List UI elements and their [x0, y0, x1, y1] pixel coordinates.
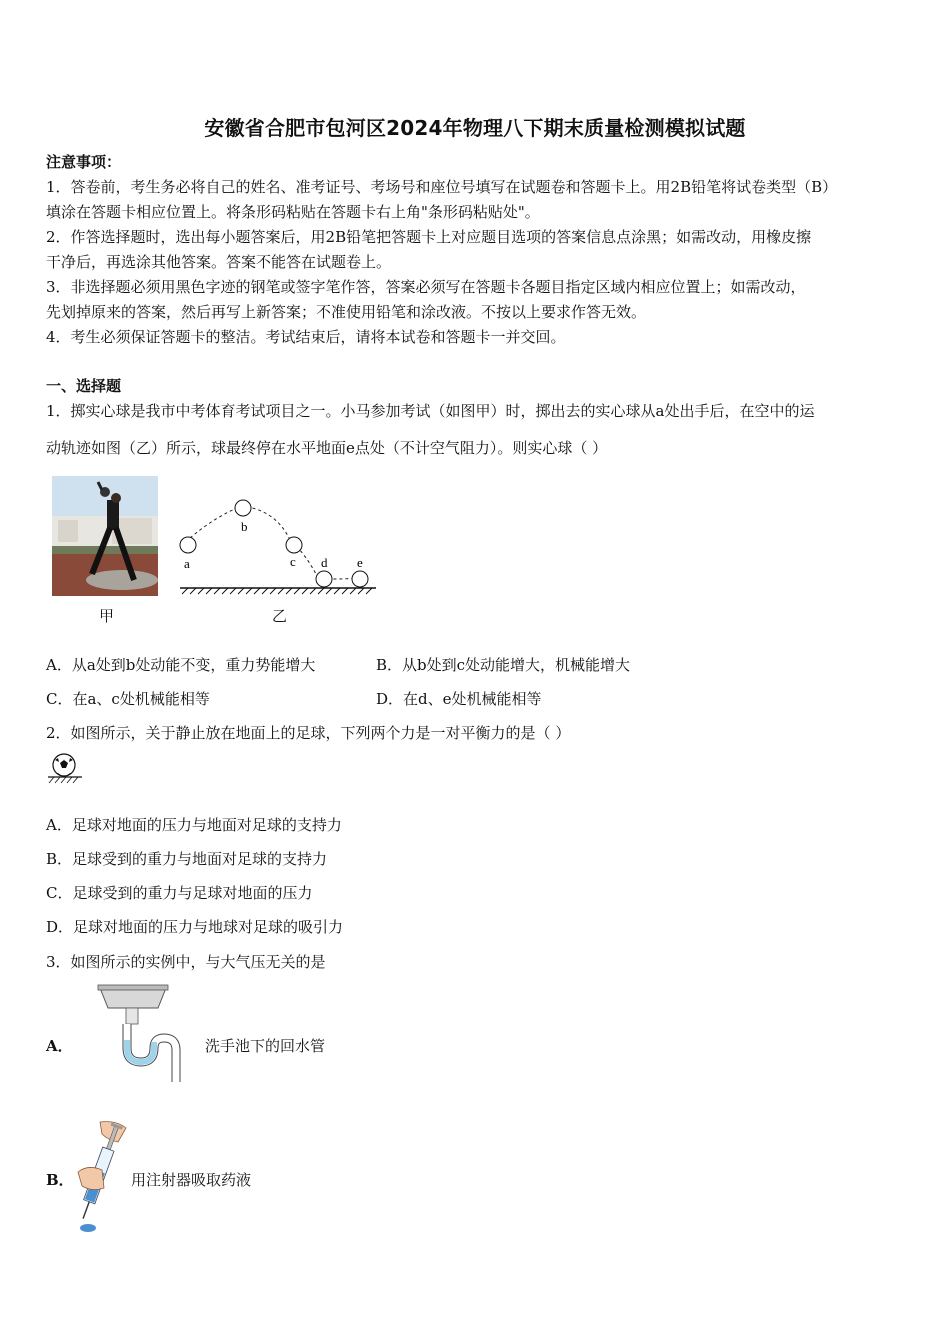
label-e: e — [357, 555, 363, 570]
notes-item: 2．作答选择题时，选出每小题答案后，用2B铅笔把答题卡上对应题目选项的答案信息点涂黑；如需改动，用橡皮擦 — [46, 228, 812, 246]
q3-option-a-text: 洗手池下的回水管 — [205, 1037, 326, 1055]
q1-option-a: A．从a处到b处动能不变，重力势能增大 — [46, 656, 316, 674]
shot-put-photo — [52, 476, 158, 596]
trajectory-diagram — [176, 496, 380, 600]
q3-stem: 3．如图所示的实例中，与大气压无关的是 — [46, 953, 326, 971]
q2-option-d: D．足球对地面的压力与地球对足球的吸引力 — [46, 918, 344, 936]
fig-yi-caption: 乙 — [272, 607, 288, 625]
fig-jia-caption: 甲 — [99, 607, 115, 625]
notes-item: 填涂在答题卡相应位置上。将条形码粘贴在答题卡右上角"条形码粘贴处"。 — [46, 203, 540, 221]
notes-heading: 注意事项： — [46, 153, 122, 171]
page-title: 安徽省合肥市包河区2024年物理八下期末质量检测模拟试题 — [204, 116, 746, 140]
soccer-ball-figure — [46, 752, 84, 786]
notes-item: 干净后，再选涂其他答案。答案不能答在试题卷上。 — [46, 253, 392, 271]
label-a: a — [184, 556, 190, 571]
notes-item: 先划掉原来的答案，然后再写上新答案；不准使用铅笔和涂改液。不按以上要求作答无效。 — [46, 303, 647, 321]
notes-item: 3．非选择题必须用黑色字迹的钢笔或签字笔作答，答案必须写在答题卡各题目指定区域内相应位置上；如需改动， — [46, 278, 806, 296]
q1-option-b: B．从b处到c处动能增大，机械能增大 — [376, 656, 631, 674]
notes-item: 4．考生必须保证答题卡的整洁。考试结束后，请将本试卷和答题卡一并交回。 — [46, 328, 566, 346]
ball-c — [286, 537, 302, 553]
label-d: d — [321, 555, 328, 570]
sink-drain-figure — [96, 982, 184, 1084]
ball-a — [180, 537, 196, 553]
q1-stem-line2: 动轨迹如图（乙）所示，球最终停在水平地面e点处（不计空气阻力）。则实心球（ ） — [46, 439, 608, 457]
ball-d — [316, 571, 332, 587]
ball-e — [352, 571, 368, 587]
q3-option-b-text: 用注射器吸取药液 — [131, 1171, 252, 1189]
q3-option-a-label: A． — [46, 1037, 73, 1055]
syringe-figure — [70, 1118, 130, 1236]
q1-option-d: D．在d、e处机械能相等 — [376, 690, 542, 708]
label-b: b — [241, 519, 248, 534]
q2-option-b: B．足球受到的重力与地面对足球的支持力 — [46, 850, 328, 868]
q2-option-a: A．足球对地面的压力与地面对足球的支持力 — [46, 816, 342, 834]
ball-b — [235, 500, 251, 516]
label-c: c — [290, 554, 296, 569]
notes-item: 1．答卷前，考生务必将自己的姓名、准考证号、考场号和座位号填写在试题卷和答题卡上。用2B铅笔将试卷类型（B） — [46, 178, 838, 196]
q1-stem-line1: 1．掷实心球是我市中考体育考试项目之一。小马参加考试（如图甲）时，掷出去的实心球从a处出手后，在空中的运 — [46, 402, 815, 420]
q1-option-c: C．在a、c处机械能相等 — [46, 690, 210, 708]
section-heading: 一、选择题 — [46, 377, 122, 395]
q3-option-b-label: B． — [46, 1171, 74, 1189]
q2-option-c: C．足球受到的重力与足球对地面的压力 — [46, 884, 313, 902]
q2-stem: 2．如图所示，关于静止放在地面上的足球，下列两个力是一对平衡力的是（ ） — [46, 724, 571, 742]
